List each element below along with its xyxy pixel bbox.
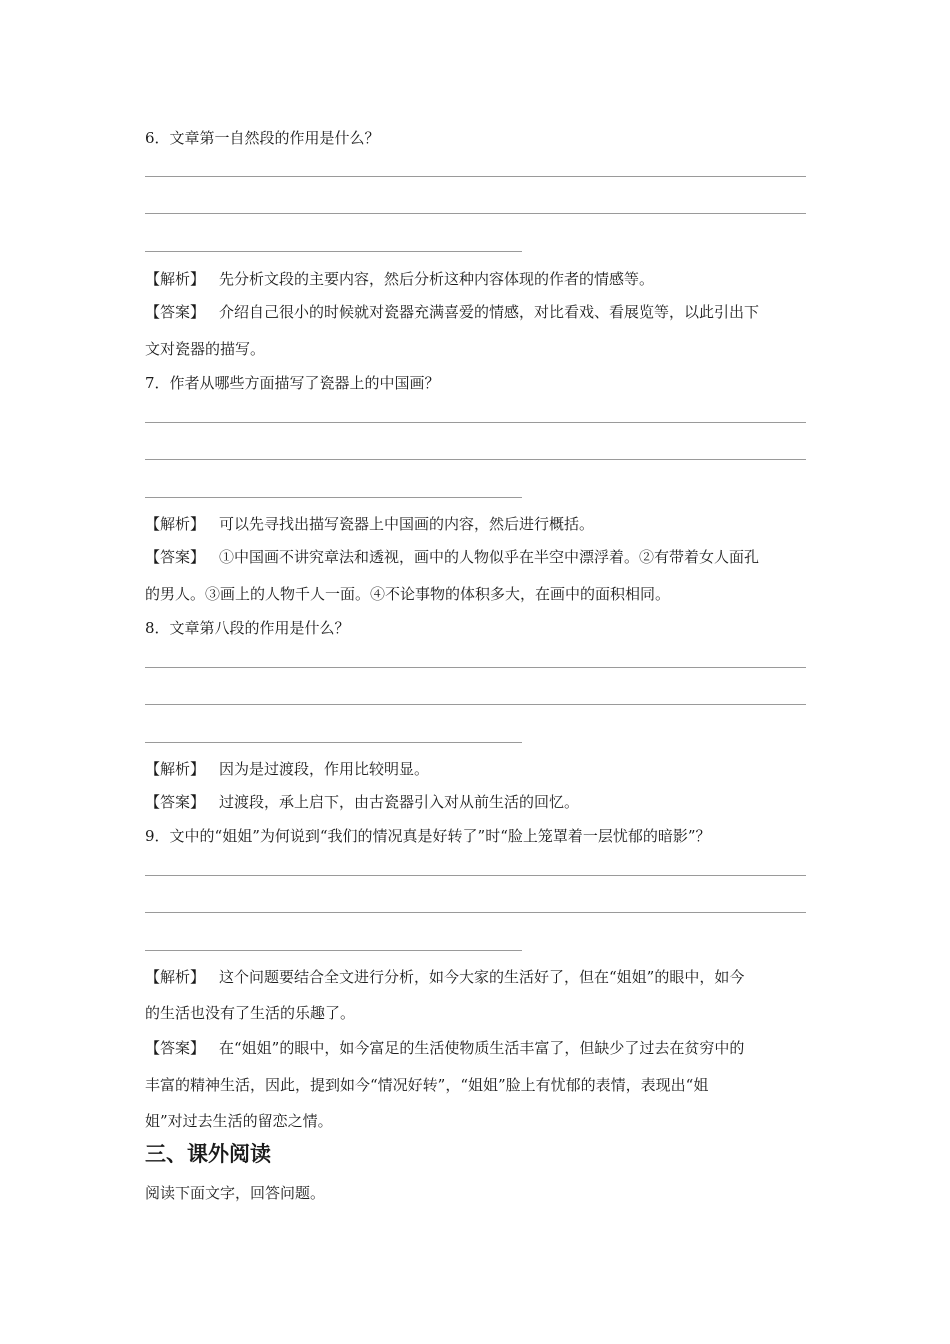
analysis-text-continued: 的生活也没有了生活的乐趣了。	[145, 1004, 356, 1022]
answer-line[interactable]	[145, 912, 806, 913]
answer-line[interactable]	[145, 422, 806, 423]
answer-line[interactable]	[145, 667, 806, 668]
analysis-text: 因为是过渡段，作用比较明显。	[219, 760, 430, 778]
analysis-text: 先分析文段的主要内容，然后分析这种内容体现的作者的情感等。	[219, 270, 655, 288]
question-8-prompt: 8．文章第八段的作用是什么？	[145, 619, 350, 637]
analysis-tag: 【解析】	[145, 270, 206, 288]
answer-tag: 【答案】	[145, 793, 206, 811]
answer-line[interactable]	[145, 950, 522, 951]
answer-text: 介绍自己很小的时候就对瓷器充满喜爱的情感，对比看戏、看展览等，以此引出下	[219, 303, 760, 321]
question-9-answer	[145, 1038, 744, 1058]
section-heading: 三、课外阅读	[145, 1142, 271, 1166]
question-7-prompt: 7．作者从哪些方面描写了瓷器上的中国画？	[145, 374, 440, 392]
answer-line[interactable]	[145, 497, 522, 498]
question-8-answer	[145, 792, 579, 812]
answer-text: ①中国画不讲究章法和透视，画中的人物似乎在半空中漂浮着。②有带着女人面孔	[219, 548, 760, 566]
answer-tag: 【答案】	[145, 303, 206, 321]
answer-line[interactable]	[145, 251, 522, 252]
question-9-prompt: 9．文中的“姐姐”为何说到“我们的情况真是好转了”时“脸上笼罩着一层忧郁的暗影”？	[145, 827, 711, 845]
question-6-prompt: 6．文章第一自然段的作用是什么？	[145, 129, 380, 147]
answer-line[interactable]	[145, 742, 522, 743]
answer-tag: 【答案】	[145, 548, 206, 566]
answer-text-continued: 姐”对过去生活的留恋之情。	[145, 1112, 333, 1130]
answer-line[interactable]	[145, 704, 806, 705]
answer-line[interactable]	[145, 213, 806, 214]
answer-tag: 【答案】	[145, 1039, 206, 1057]
answer-text: 过渡段，承上启下，由古瓷器引入对从前生活的回忆。	[219, 793, 580, 811]
answer-line[interactable]	[145, 459, 806, 460]
analysis-text: 这个问题要结合全文进行分析，如今大家的生活好了，但在“姐姐”的眼中，如今	[219, 968, 745, 986]
answer-text-continued: 丰富的精神生活，因此，提到如今“情况好转”，“姐姐”脸上有忧郁的表情，表现出“姐	[145, 1076, 709, 1094]
analysis-tag: 【解析】	[145, 515, 206, 533]
answer-text-continued: 文对瓷器的描写。	[145, 340, 266, 358]
question-7-analysis	[145, 514, 594, 534]
analysis-tag: 【解析】	[145, 760, 206, 778]
question-9-analysis	[145, 967, 744, 987]
answer-line[interactable]	[145, 875, 806, 876]
analysis-tag: 【解析】	[145, 968, 206, 986]
question-6-answer	[145, 302, 759, 322]
answer-text: 在“姐姐”的眼中，如今富足的生活使物质生活丰富了，但缺少了过去在贫穷中的	[219, 1039, 745, 1057]
question-6-analysis	[145, 269, 654, 289]
analysis-text: 可以先寻找出描写瓷器上中国画的内容，然后进行概括。	[219, 515, 595, 533]
answer-text-continued: 的男人。③画上的人物千人一面。④不论事物的体积多大，在画中的面积相同。	[145, 585, 671, 603]
question-7-answer	[145, 547, 759, 567]
section-intro: 阅读下面文字，回答问题。	[145, 1184, 326, 1202]
answer-line[interactable]	[145, 176, 806, 177]
question-8-analysis	[145, 759, 429, 779]
